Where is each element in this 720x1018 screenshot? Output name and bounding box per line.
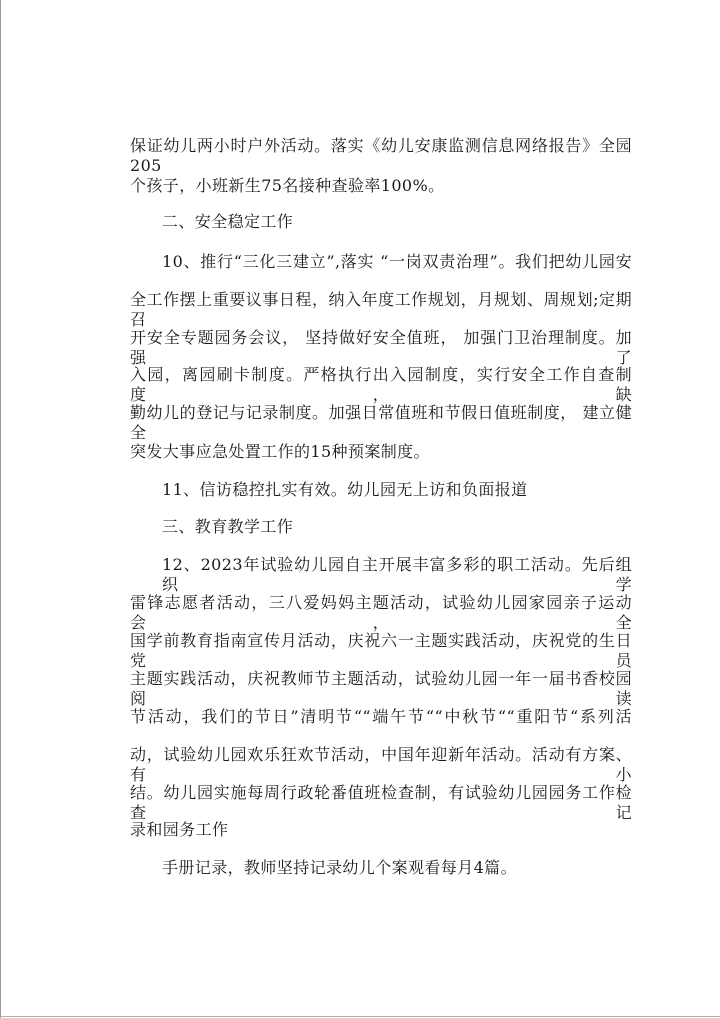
paragraph-line: 个孩子，小班新生75名接种查验率100%。 [130,176,445,195]
paragraph-line: 节活动，我们的节日”清明节““端午节““中秋节““重阳节“系列活 [130,707,632,726]
paragraph-line: 勤幼儿的登记与记录制度。加强日常值班和节假日值班制度， 建立健全 [130,403,632,442]
paragraph-line: 10、推行“三化三建立”,落实 “一岗双责治理”。我们把幼儿园安 [162,252,632,271]
section-heading-teaching: 三、教育教学工作 [162,517,294,536]
paragraph-line: 全工作摆上重要议事日程，纳入年度工作规划，月规划、周规划;定期召 [130,290,632,329]
paragraph-line: 雷锋志愿者活动，三八爱妈妈主题活动，试验幼儿园家园亲子运动会，全 [130,593,632,632]
paragraph-line: 突发大事应急处置工作的15种预案制度。 [130,442,430,461]
paragraph-line: 入园，离园刷卡制度。严格执行出入园制度，实行安全工作自查制度，缺 [130,365,632,404]
paragraph-line: 主题实践活动，庆祝教师节主题活动，试验幼儿园一年一届书香校园阅读 [130,669,632,708]
paragraph-line: 结。幼儿园实施每周行政轮番值班检查制，有试验幼儿园园务工作检查记 [130,783,632,822]
paragraph-line: 12、2023年试验幼儿园自主开展丰富多彩的职工活动。先后组织学 [162,555,632,594]
paragraph-line: 手册记录，教师坚持记录幼儿个案观看每月4篇。 [162,858,517,877]
paragraph-line: 动，试验幼儿园欢乐狂欢节活动，中国年迎新年活动。活动有方案、有小 [130,745,632,784]
paragraph-line: 保证幼儿两小时户外活动。落实《幼儿安康监测信息网络报告》全园205 [130,136,632,175]
paragraph-line: 11、信访稳控扎实有效。幼儿园无上访和负面报道 [162,480,528,499]
paragraph-line: 国学前教育指南宣传月活动，庆祝六一主题实践活动，庆祝党的生日党员 [130,631,632,670]
paragraph-line: 录和园务工作 [130,820,229,839]
paragraph-line: 开安全专题园务会议， 坚持做好安全值班， 加强门卫治理制度。加强了 [130,328,632,367]
section-heading-safety: 二、安全稳定工作 [162,212,294,231]
